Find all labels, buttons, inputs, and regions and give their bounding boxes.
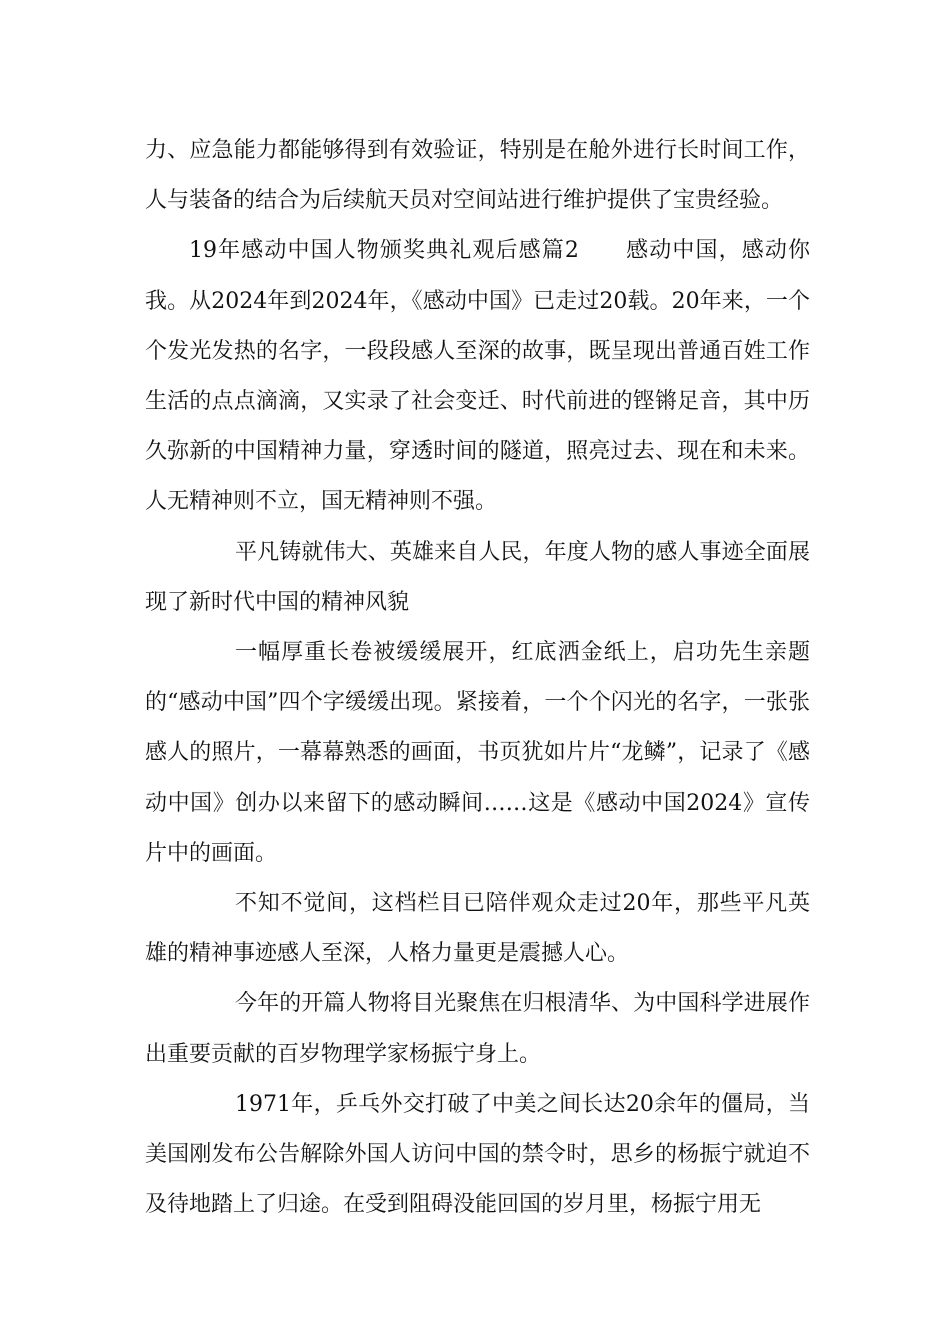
- paragraph: 平凡铸就伟大、英雄来自人民，年度人物的感人事迹全面展现了新时代中国的精神风貌: [145, 539, 810, 615]
- paragraph-section-heading: 19年感动中国人物颁奖典礼观后感篇2 感动中国，感动你我。从2024年到2024年，《感动中国》已走过20载。20年来，一个个发光发热的名字，一段段感人至深的故事，既呈现出普通百姓工作生活的点点滴滴，又实录了社会变迁、时代前进的铿锵足音，其中历久弥新的中国精神力量，穿透时间的隧道，照亮过去、现在和未来。人无精神则不立，国无精神则不强。: [145, 238, 810, 515]
- paragraph: 今年的开篇人物将目光聚焦在归根清华、为中国科学进展作出重要贡献的百岁物理学家杨振宁身上。: [145, 991, 810, 1067]
- document-body: [145, 126, 810, 1230]
- paragraph: 不知不觉间，这档栏目已陪伴观众走过20年，那些平凡英雄的精神事迹感人至深，人格力量更是震撼人心。: [145, 891, 810, 967]
- paragraph: 1971年，乒乓外交打破了中美之间长达20余年的僵局，当美国刚发布公告解除外国人访问中国的禁令时，思乡的杨振宁就迫不及待地踏上了归途。在受到阻碍没能回国的岁月里，杨振宁用无: [145, 1091, 810, 1218]
- paragraph-continuation: 力、应急能力都能够得到有效验证，特别是在舱外进行长时间工作，人与装备的结合为后续航天员对空间站进行维护提供了宝贵经验。: [145, 138, 810, 214]
- paragraph: 一幅厚重长卷被缓缓展开，红底洒金纸上，启功先生亲题的“感动中国”四个字缓缓出现。紧接着，一个个闪光的名字，一张张感人的照片，一幕幕熟悉的画面，书页犹如片片“龙鳞”，记录了《感动中国》创办以来留下的感动瞬间……这是《感动中国2024》宣传片中的画面。: [145, 640, 810, 866]
